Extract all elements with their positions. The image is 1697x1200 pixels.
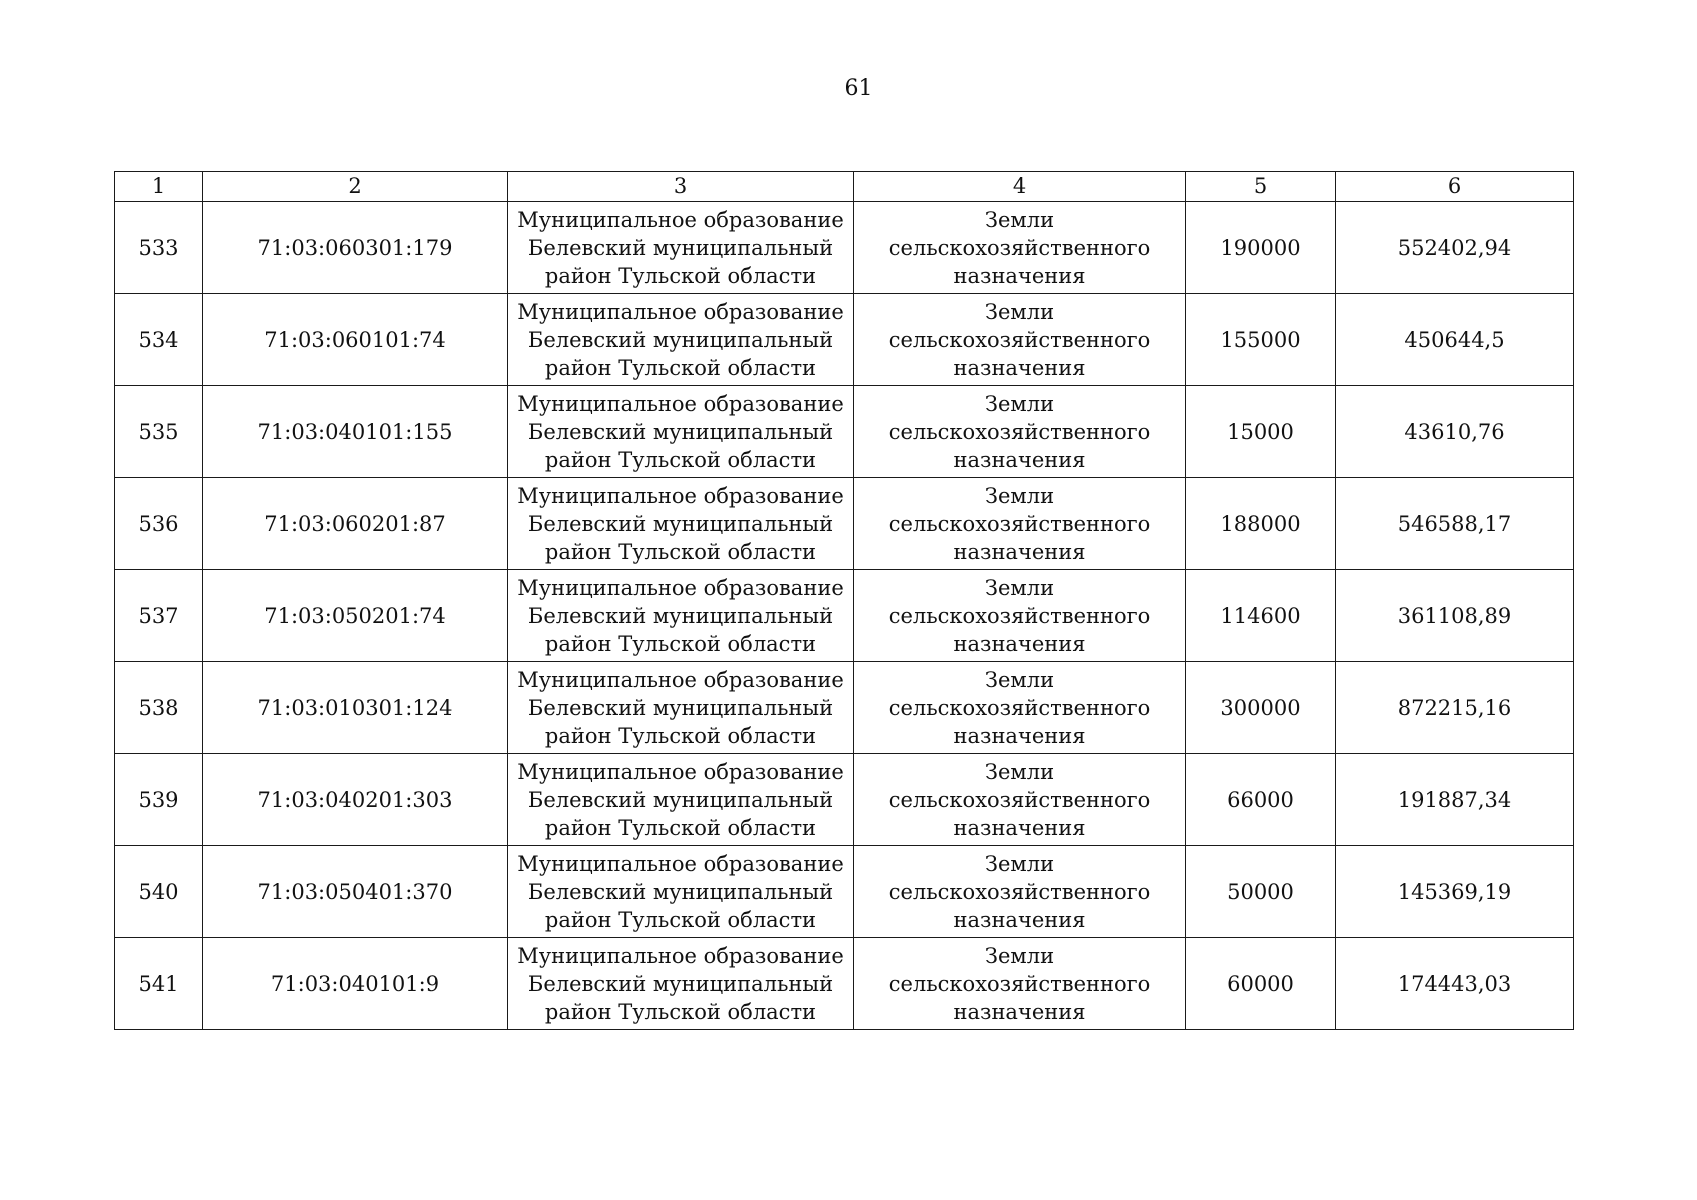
- land-category-cell-line: Земли: [984, 207, 1055, 232]
- owner-cell-line: Белевский муниципальный: [527, 879, 834, 904]
- owner-cell-line: Белевский муниципальный: [527, 235, 834, 260]
- owner-cell-line: Муниципальное образование: [517, 207, 844, 232]
- owner-cell-line: Белевский муниципальный: [527, 511, 834, 536]
- row-number-cell: 534: [115, 294, 203, 386]
- column-header-2: 2: [203, 172, 508, 202]
- land-category-cell-line: сельскохозяйственного: [888, 971, 1151, 996]
- cadastral-value-cell: 546588,17: [1336, 478, 1574, 570]
- owner-cell: [508, 478, 854, 570]
- column-header-1: 1: [115, 172, 203, 202]
- land-category-cell-line: назначения: [953, 631, 1086, 656]
- land-category-cell-line: назначения: [953, 447, 1086, 472]
- land-category-cell-line: сельскохозяйственного: [888, 235, 1151, 260]
- cadastral-number-cell: 71:03:060101:74: [203, 294, 508, 386]
- table-row: [115, 478, 1574, 570]
- owner-cell-line: район Тульской области: [544, 815, 817, 840]
- land-plots-table: [114, 171, 1574, 1030]
- land-category-cell-line: Земли: [984, 943, 1055, 968]
- area-cell: 15000: [1186, 386, 1336, 478]
- land-category-cell: [854, 754, 1186, 846]
- cadastral-value-cell: 43610,76: [1336, 386, 1574, 478]
- table-header-row: [115, 172, 1574, 202]
- land-category-cell: [854, 386, 1186, 478]
- land-category-cell-line: сельскохозяйственного: [888, 787, 1151, 812]
- land-category-cell-line: Земли: [984, 299, 1055, 324]
- owner-cell-line: Белевский муниципальный: [527, 603, 834, 628]
- table-row: [115, 202, 1574, 294]
- land-category-cell-line: назначения: [953, 355, 1086, 380]
- owner-cell-line: Белевский муниципальный: [527, 971, 834, 996]
- owner-cell-line: Муниципальное образование: [517, 391, 844, 416]
- land-category-cell-line: сельскохозяйственного: [888, 603, 1151, 628]
- land-category-cell-line: сельскохозяйственного: [888, 511, 1151, 536]
- owner-cell-line: район Тульской области: [544, 355, 817, 380]
- owner-cell: [508, 754, 854, 846]
- land-category-cell: [854, 294, 1186, 386]
- land-category-cell: [854, 570, 1186, 662]
- area-cell: 188000: [1186, 478, 1336, 570]
- row-number-cell: 540: [115, 846, 203, 938]
- column-header-4: 4: [854, 172, 1186, 202]
- cadastral-number-cell: 71:03:060301:179: [203, 202, 508, 294]
- table-row: [115, 754, 1574, 846]
- land-category-cell-line: назначения: [953, 263, 1086, 288]
- cadastral-number-cell: 71:03:050401:370: [203, 846, 508, 938]
- table-row: [115, 294, 1574, 386]
- cadastral-value-cell: 174443,03: [1336, 938, 1574, 1030]
- owner-cell-line: Белевский муниципальный: [527, 419, 834, 444]
- owner-cell-line: район Тульской области: [544, 723, 817, 748]
- owner-cell: [508, 938, 854, 1030]
- land-category-cell-line: назначения: [953, 815, 1086, 840]
- land-category-cell: [854, 478, 1186, 570]
- row-number-cell: 533: [115, 202, 203, 294]
- cadastral-number-cell: 71:03:060201:87: [203, 478, 508, 570]
- owner-cell: [508, 294, 854, 386]
- owner-cell-line: Белевский муниципальный: [527, 327, 834, 352]
- land-category-cell: [854, 202, 1186, 294]
- owner-cell-line: Муниципальное образование: [517, 575, 844, 600]
- owner-cell: [508, 386, 854, 478]
- owner-cell-line: Муниципальное образование: [517, 667, 844, 692]
- land-category-cell-line: Земли: [984, 483, 1055, 508]
- land-category-cell-line: сельскохозяйственного: [888, 695, 1151, 720]
- page-number: 61: [844, 76, 873, 101]
- row-number-cell: 539: [115, 754, 203, 846]
- owner-cell-line: Муниципальное образование: [517, 943, 844, 968]
- land-category-cell-line: сельскохозяйственного: [888, 419, 1151, 444]
- column-header-3: 3: [508, 172, 854, 202]
- owner-cell-line: район Тульской области: [544, 631, 817, 656]
- owner-cell-line: район Тульской области: [544, 539, 817, 564]
- owner-cell-line: район Тульской области: [544, 907, 817, 932]
- owner-cell: [508, 662, 854, 754]
- table-row: [115, 846, 1574, 938]
- cadastral-value-cell: 361108,89: [1336, 570, 1574, 662]
- owner-cell: [508, 570, 854, 662]
- cadastral-number-cell: 71:03:040101:155: [203, 386, 508, 478]
- area-cell: 300000: [1186, 662, 1336, 754]
- table-row: [115, 386, 1574, 478]
- row-number-cell: 535: [115, 386, 203, 478]
- cadastral-number-cell: 71:03:040101:9: [203, 938, 508, 1030]
- row-number-cell: 538: [115, 662, 203, 754]
- cadastral-value-cell: 450644,5: [1336, 294, 1574, 386]
- owner-cell-line: район Тульской области: [544, 263, 817, 288]
- table-row: [115, 662, 1574, 754]
- cadastral-value-cell: 872215,16: [1336, 662, 1574, 754]
- land-category-cell: [854, 938, 1186, 1030]
- column-header-6: 6: [1336, 172, 1574, 202]
- owner-cell-line: Муниципальное образование: [517, 851, 844, 876]
- owner-cell-line: Белевский муниципальный: [527, 787, 834, 812]
- land-category-cell-line: Земли: [984, 575, 1055, 600]
- owner-cell-line: Белевский муниципальный: [527, 695, 834, 720]
- cadastral-number-cell: 71:03:010301:124: [203, 662, 508, 754]
- cadastral-number-cell: 71:03:050201:74: [203, 570, 508, 662]
- area-cell: 60000: [1186, 938, 1336, 1030]
- row-number-cell: 537: [115, 570, 203, 662]
- area-cell: 66000: [1186, 754, 1336, 846]
- column-header-5: 5: [1186, 172, 1336, 202]
- land-category-cell-line: Земли: [984, 851, 1055, 876]
- land-category-cell: [854, 662, 1186, 754]
- cadastral-value-cell: 145369,19: [1336, 846, 1574, 938]
- area-cell: 114600: [1186, 570, 1336, 662]
- row-number-cell: 536: [115, 478, 203, 570]
- cadastral-number-cell: 71:03:040201:303: [203, 754, 508, 846]
- cadastral-value-cell: 552402,94: [1336, 202, 1574, 294]
- area-cell: 190000: [1186, 202, 1336, 294]
- owner-cell-line: Муниципальное образование: [517, 299, 844, 324]
- cadastral-value-cell: 191887,34: [1336, 754, 1574, 846]
- area-cell: 155000: [1186, 294, 1336, 386]
- area-cell: 50000: [1186, 846, 1336, 938]
- land-category-cell-line: сельскохозяйственного: [888, 879, 1151, 904]
- land-category-cell-line: Земли: [984, 391, 1055, 416]
- land-category-cell-line: назначения: [953, 907, 1086, 932]
- table-row: [115, 938, 1574, 1030]
- owner-cell: [508, 846, 854, 938]
- owner-cell-line: район Тульской области: [544, 447, 817, 472]
- owner-cell-line: Муниципальное образование: [517, 759, 844, 784]
- land-category-cell-line: Земли: [984, 759, 1055, 784]
- land-category-cell-line: Земли: [984, 667, 1055, 692]
- owner-cell: [508, 202, 854, 294]
- land-category-cell: [854, 846, 1186, 938]
- table-row: [115, 570, 1574, 662]
- land-category-cell-line: назначения: [953, 999, 1086, 1024]
- land-category-cell-line: назначения: [953, 723, 1086, 748]
- land-category-cell-line: сельскохозяйственного: [888, 327, 1151, 352]
- owner-cell-line: район Тульской области: [544, 999, 817, 1024]
- owner-cell-line: Муниципальное образование: [517, 483, 844, 508]
- row-number-cell: 541: [115, 938, 203, 1030]
- land-category-cell-line: назначения: [953, 539, 1086, 564]
